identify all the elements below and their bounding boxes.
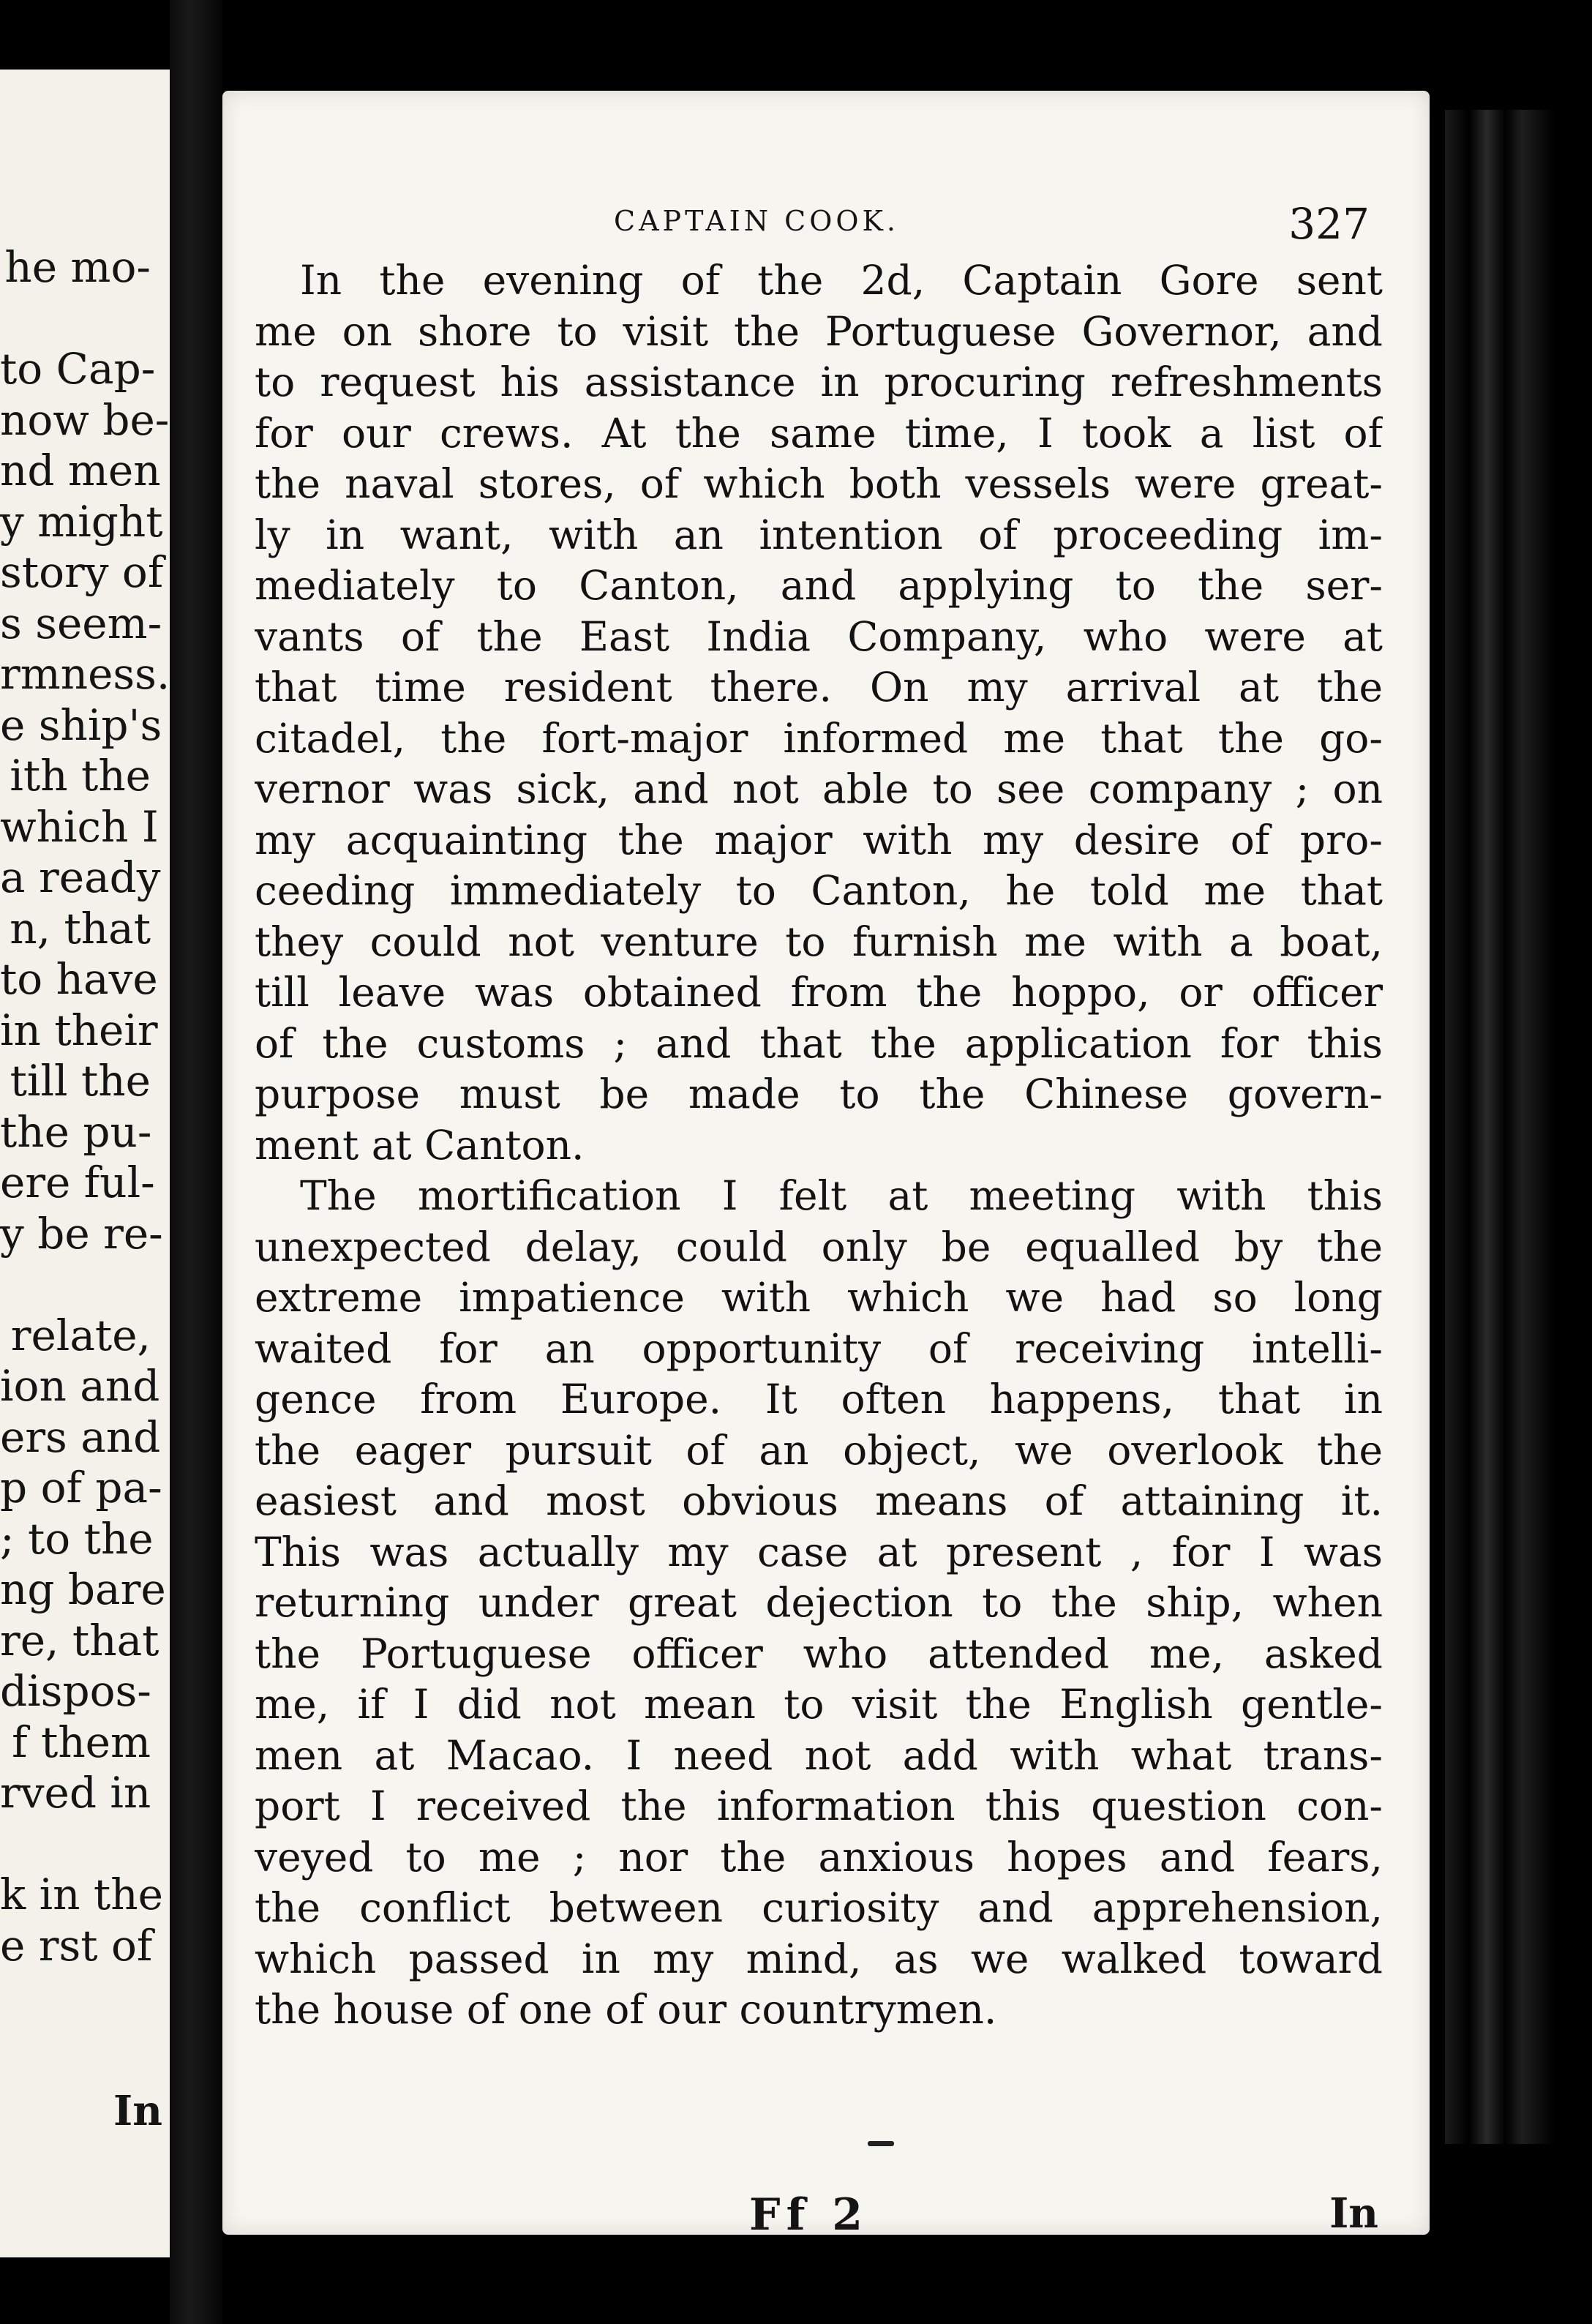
previous-page-text: [0, 242, 170, 1971]
previous-page-line: ion and: [0, 1361, 160, 1411]
previous-page-line: he mo-: [4, 242, 151, 292]
text-line: the conflict between curiosity and apprehension,: [255, 1884, 1383, 1931]
previous-page-line: ng bare: [0, 1564, 166, 1614]
previous-page-line: story of: [0, 547, 164, 597]
previous-page-line: e ship's: [0, 700, 162, 750]
paragraph: [255, 255, 1383, 1171]
text-line: they could not venture to furnish me with a boat,: [255, 918, 1383, 965]
previous-page-line: now be-: [0, 394, 170, 445]
text-line: the Portuguese officer who attended me, asked: [255, 1630, 1383, 1677]
text-line: men at Macao. I need not add with what trans-: [255, 1731, 1383, 1779]
end-rule: [868, 2141, 894, 2146]
signature-mark: Ff 2: [749, 2189, 869, 2241]
previous-page-line: relate,: [10, 1310, 151, 1360]
previous-page-line: [0, 1259, 170, 1311]
previous-page-line: s seem-: [0, 598, 162, 648]
text-line: unexpected delay, could only be equalled by the: [255, 1223, 1383, 1270]
previous-page-line: p of pa-: [0, 1463, 162, 1513]
text-line: easiest and most obvious means of attaining it.: [255, 1477, 1383, 1524]
text-line: for our crews. At the same time, I took a list of: [255, 409, 1383, 457]
previous-page-line: which I: [0, 801, 159, 852]
text-line: veyed to me ; nor the anxious hopes and fears,: [255, 1833, 1383, 1881]
text-line: In the evening of the 2d, Captain Gore sent: [300, 257, 1383, 304]
running-title: CAPTAIN COOK.: [614, 205, 899, 237]
running-head: [266, 199, 1408, 250]
text-line: This was actually my case at present , for I was: [255, 1528, 1383, 1575]
previous-page-line: [0, 1819, 170, 1870]
previous-page-line: to Cap-: [0, 344, 156, 394]
previous-page-line: in their: [0, 1005, 158, 1055]
text-line: waited for an opportunity of receiving intelli-: [255, 1324, 1383, 1372]
text-line: gence from Europe. It often happens, that in: [255, 1376, 1383, 1422]
text-line: mediately to Canton, and applying to the ser-: [255, 562, 1383, 609]
page-footer: [266, 2189, 1393, 2248]
catchword: In: [1329, 2189, 1378, 2238]
previous-page-line: rmness.: [0, 649, 170, 699]
body-text: [255, 255, 1383, 2036]
previous-page-line: dispos-: [0, 1666, 151, 1716]
text-line: returning under great dejection to the ship, when: [255, 1579, 1383, 1626]
previous-page-line: ith the: [10, 751, 151, 801]
text-line: to request his assistance in procuring refreshments: [255, 359, 1383, 405]
previous-page-line: nd men: [0, 446, 161, 495]
previous-page-line: k in the: [0, 1870, 163, 1919]
previous-page-line: a ready: [0, 852, 161, 902]
text-line: The mortification I felt at meeting with this: [300, 1172, 1383, 1219]
previous-page-line: [0, 293, 170, 345]
text-line: port I received the information this question con-: [255, 1783, 1383, 1829]
previous-page-line: y might: [0, 496, 163, 547]
previous-page-line: e rst of: [0, 1920, 153, 1971]
text-line: extreme impatience with which we had so long: [255, 1274, 1383, 1321]
text-line: the house of one of our countrymen.: [255, 1986, 997, 2033]
text-line: the naval stores, of which both vessels were great-: [255, 460, 1383, 507]
text-line: me on shore to visit the Portuguese Governor, and: [255, 307, 1383, 355]
page-edges: [1445, 110, 1555, 2144]
previous-page-line: y be re-: [0, 1208, 163, 1259]
text-line: ment at Canton.: [255, 1121, 585, 1169]
previous-page-line: n, that: [10, 903, 151, 953]
page-number: 327: [1288, 199, 1370, 249]
text-line: ly in want, with an intention of proceeding im-: [255, 511, 1383, 558]
previous-page-line: ; to the: [0, 1513, 154, 1564]
text-line: citadel, the fort-major informed me that the go-: [255, 714, 1383, 762]
text-line: vernor was sick, and not able to see company ; on: [255, 765, 1383, 812]
text-line: ceeding immediately to Canton, he told me that: [255, 867, 1383, 914]
previous-page-line: to have: [0, 954, 158, 1004]
text-line: till leave was obtained from the hoppo, or officer: [255, 969, 1383, 1016]
previous-page-line: re, that: [0, 1615, 159, 1665]
page: [222, 91, 1430, 2241]
previous-page-line: rved in: [0, 1768, 151, 1818]
previous-page-line: ers and: [0, 1412, 161, 1462]
book-gutter: [170, 0, 222, 2324]
text-line: vants of the East India Company, who were at: [255, 612, 1383, 660]
text-line: which passed in my mind, as we walked toward: [255, 1935, 1383, 1982]
paragraph: [255, 1171, 1383, 2036]
text-line: of the customs ; and that the application for this: [255, 1019, 1383, 1067]
previous-page-line: the pu-: [0, 1106, 152, 1157]
previous-page-line: f them: [12, 1717, 151, 1767]
text-line: purpose must be made to the Chinese govern-: [255, 1071, 1383, 1117]
previous-page-catchword: In: [113, 2087, 162, 2135]
previous-page-line: ere ful-: [0, 1158, 155, 1207]
previous-page: [0, 70, 170, 2257]
text-line: me, if I did not mean to visit the English gentle-: [255, 1681, 1383, 1728]
text-line: the eager pursuit of an object, we overlook the: [255, 1426, 1383, 1474]
text-line: that time resident there. On my arrival at the: [255, 664, 1383, 711]
previous-page-line: till the: [10, 1056, 151, 1106]
text-line: my acquainting the major with my desire of pro-: [255, 816, 1383, 863]
